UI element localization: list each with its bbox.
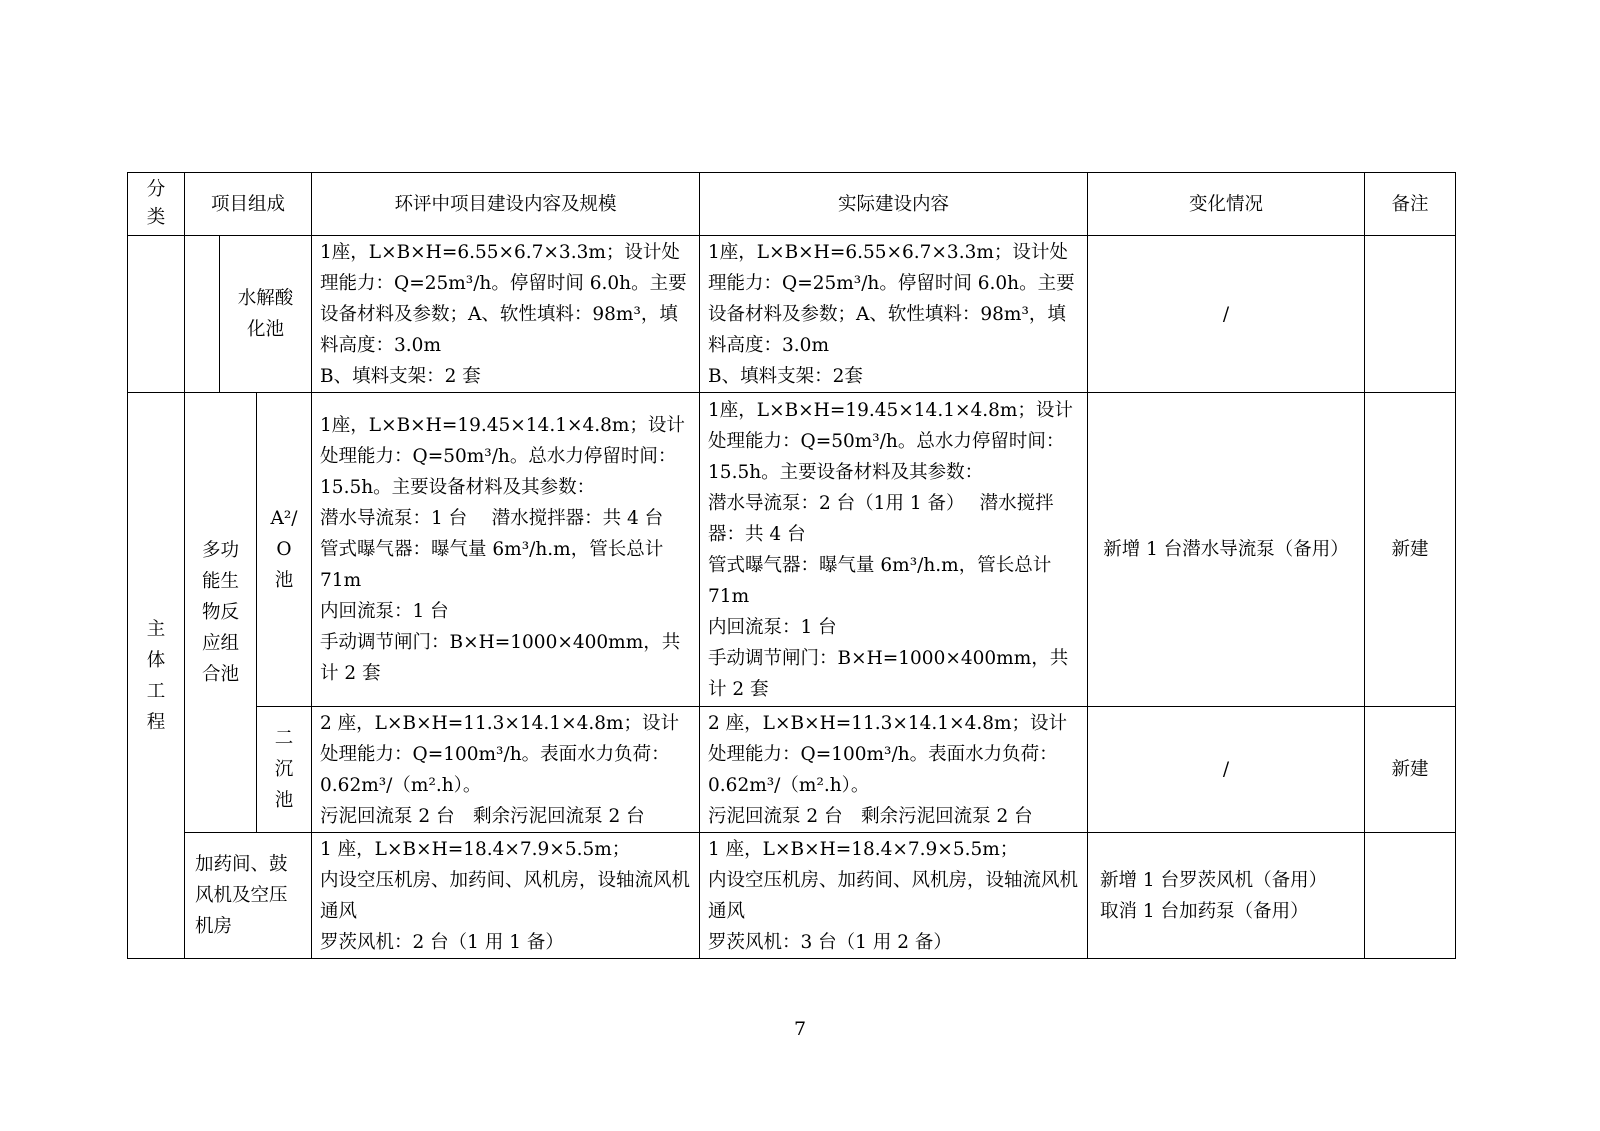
actual-content-cell: 1座，L×B×H=19.45×14.1×4.8m；设计处理能力：Q=50m³/h。总水力停留时间：15.5h。主要设备材料及其参数： 潜水导流泵：2 台（1用 1 备） 潜水搅拌器：共 4 台 管式曝气器：曝气量 6m³/h.m，管长总计 71m 内回流泵：1 台 手动调节闸门：B×H=1000×400mm，共计 2 套 <box>700 393 1088 707</box>
eia-content-cell: 2 座，L×B×H=11.3×14.1×4.8m；设计处理能力：Q=100m³/h。表面水力负荷：0.62m³/（m².h）。 污泥回流泵 2 台 剩余污泥回流泵 2 台 <box>312 707 700 833</box>
eia-content-cell: 1座，L×B×H=19.45×14.1×4.8m；设计处理能力：Q=50m³/h。总水力停留时间：15.5h。主要设备材料及其参数： 潜水导流泵：1 台 潜水搅拌器：共 4 台 管式曝气器：曝气量 6m³/h.m，管长总计 71m 内回流泵：1 台 手动调节闸门：B×H=1000×400mm，共计 2 套 <box>312 393 700 707</box>
table-row <box>128 833 1456 959</box>
actual-content-cell: 1座，L×B×H=6.55×6.7×3.3m；设计处理能力：Q=25m³/h。停留时间 6.0h。主要设备材料及参数；A、软性填料：98m³，填料高度：3.0m B、填料支架：2套 <box>700 236 1088 393</box>
page-number: 7 <box>793 1018 807 1040</box>
header-remark: 备注 <box>1365 173 1456 236</box>
header-component: 项目组成 <box>185 173 312 236</box>
table-row <box>128 393 1456 707</box>
group-multifunction-reactor: 多功 能生 物反 应组 合池 <box>185 393 257 833</box>
category-cell-blank <box>128 236 185 393</box>
remark-cell: 新建 <box>1365 707 1456 833</box>
main-category-cell: 主 体 工 程 <box>128 393 185 959</box>
component-hydrolysis-tank: 水解酸 化池 <box>220 236 312 393</box>
table-row <box>128 236 1456 393</box>
change-cell: 新增 1 台潜水导流泵（备用） <box>1088 393 1365 707</box>
remark-cell <box>1365 833 1456 959</box>
project-composition-table <box>127 172 1456 959</box>
change-cell: / <box>1088 236 1365 393</box>
table-row <box>128 707 1456 833</box>
component-secondary-clarifier: 二 沉 池 <box>257 707 312 833</box>
remark-cell <box>1365 236 1456 393</box>
change-cell: / <box>1088 707 1365 833</box>
actual-content-cell: 2 座，L×B×H=11.3×14.1×4.8m；设计处理能力：Q=100m³/h。表面水力负荷：0.62m³/（m².h）。 污泥回流泵 2 台 剩余污泥回流泵 2 台 <box>700 707 1088 833</box>
eia-content-cell: 1 座，L×B×H=18.4×7.9×5.5m； 内设空压机房、加药间、风机房，设轴流风机通风 罗茨风机：2 台（1 用 1 备） <box>312 833 700 959</box>
eia-content-cell: 1座，L×B×H=6.55×6.7×3.3m；设计处理能力：Q=25m³/h。停留时间 6.0h。主要设备材料及参数；A、软性填料：98m³，填料高度：3.0m B、填料支架：2 套 <box>312 236 700 393</box>
component-dosing-blower-room: 加药间、鼓风机及空压机房 <box>185 833 312 959</box>
group-cell-blank <box>185 236 220 393</box>
header-eia-content: 环评中项目建设内容及规模 <box>312 173 700 236</box>
header-category: 分 类 <box>128 173 185 236</box>
remark-cell: 新建 <box>1365 393 1456 707</box>
component-a2o-tank: A²/ O 池 <box>257 393 312 707</box>
header-actual-content: 实际建设内容 <box>700 173 1088 236</box>
table-header-row <box>128 173 1456 236</box>
change-cell: 新增 1 台罗茨风机（备用） 取消 1 台加药泵（备用） <box>1088 833 1365 959</box>
actual-content-cell: 1 座，L×B×H=18.4×7.9×5.5m； 内设空压机房、加药间、风机房，设轴流风机通风 罗茨风机：3 台（1 用 2 备） <box>700 833 1088 959</box>
header-change: 变化情况 <box>1088 173 1365 236</box>
